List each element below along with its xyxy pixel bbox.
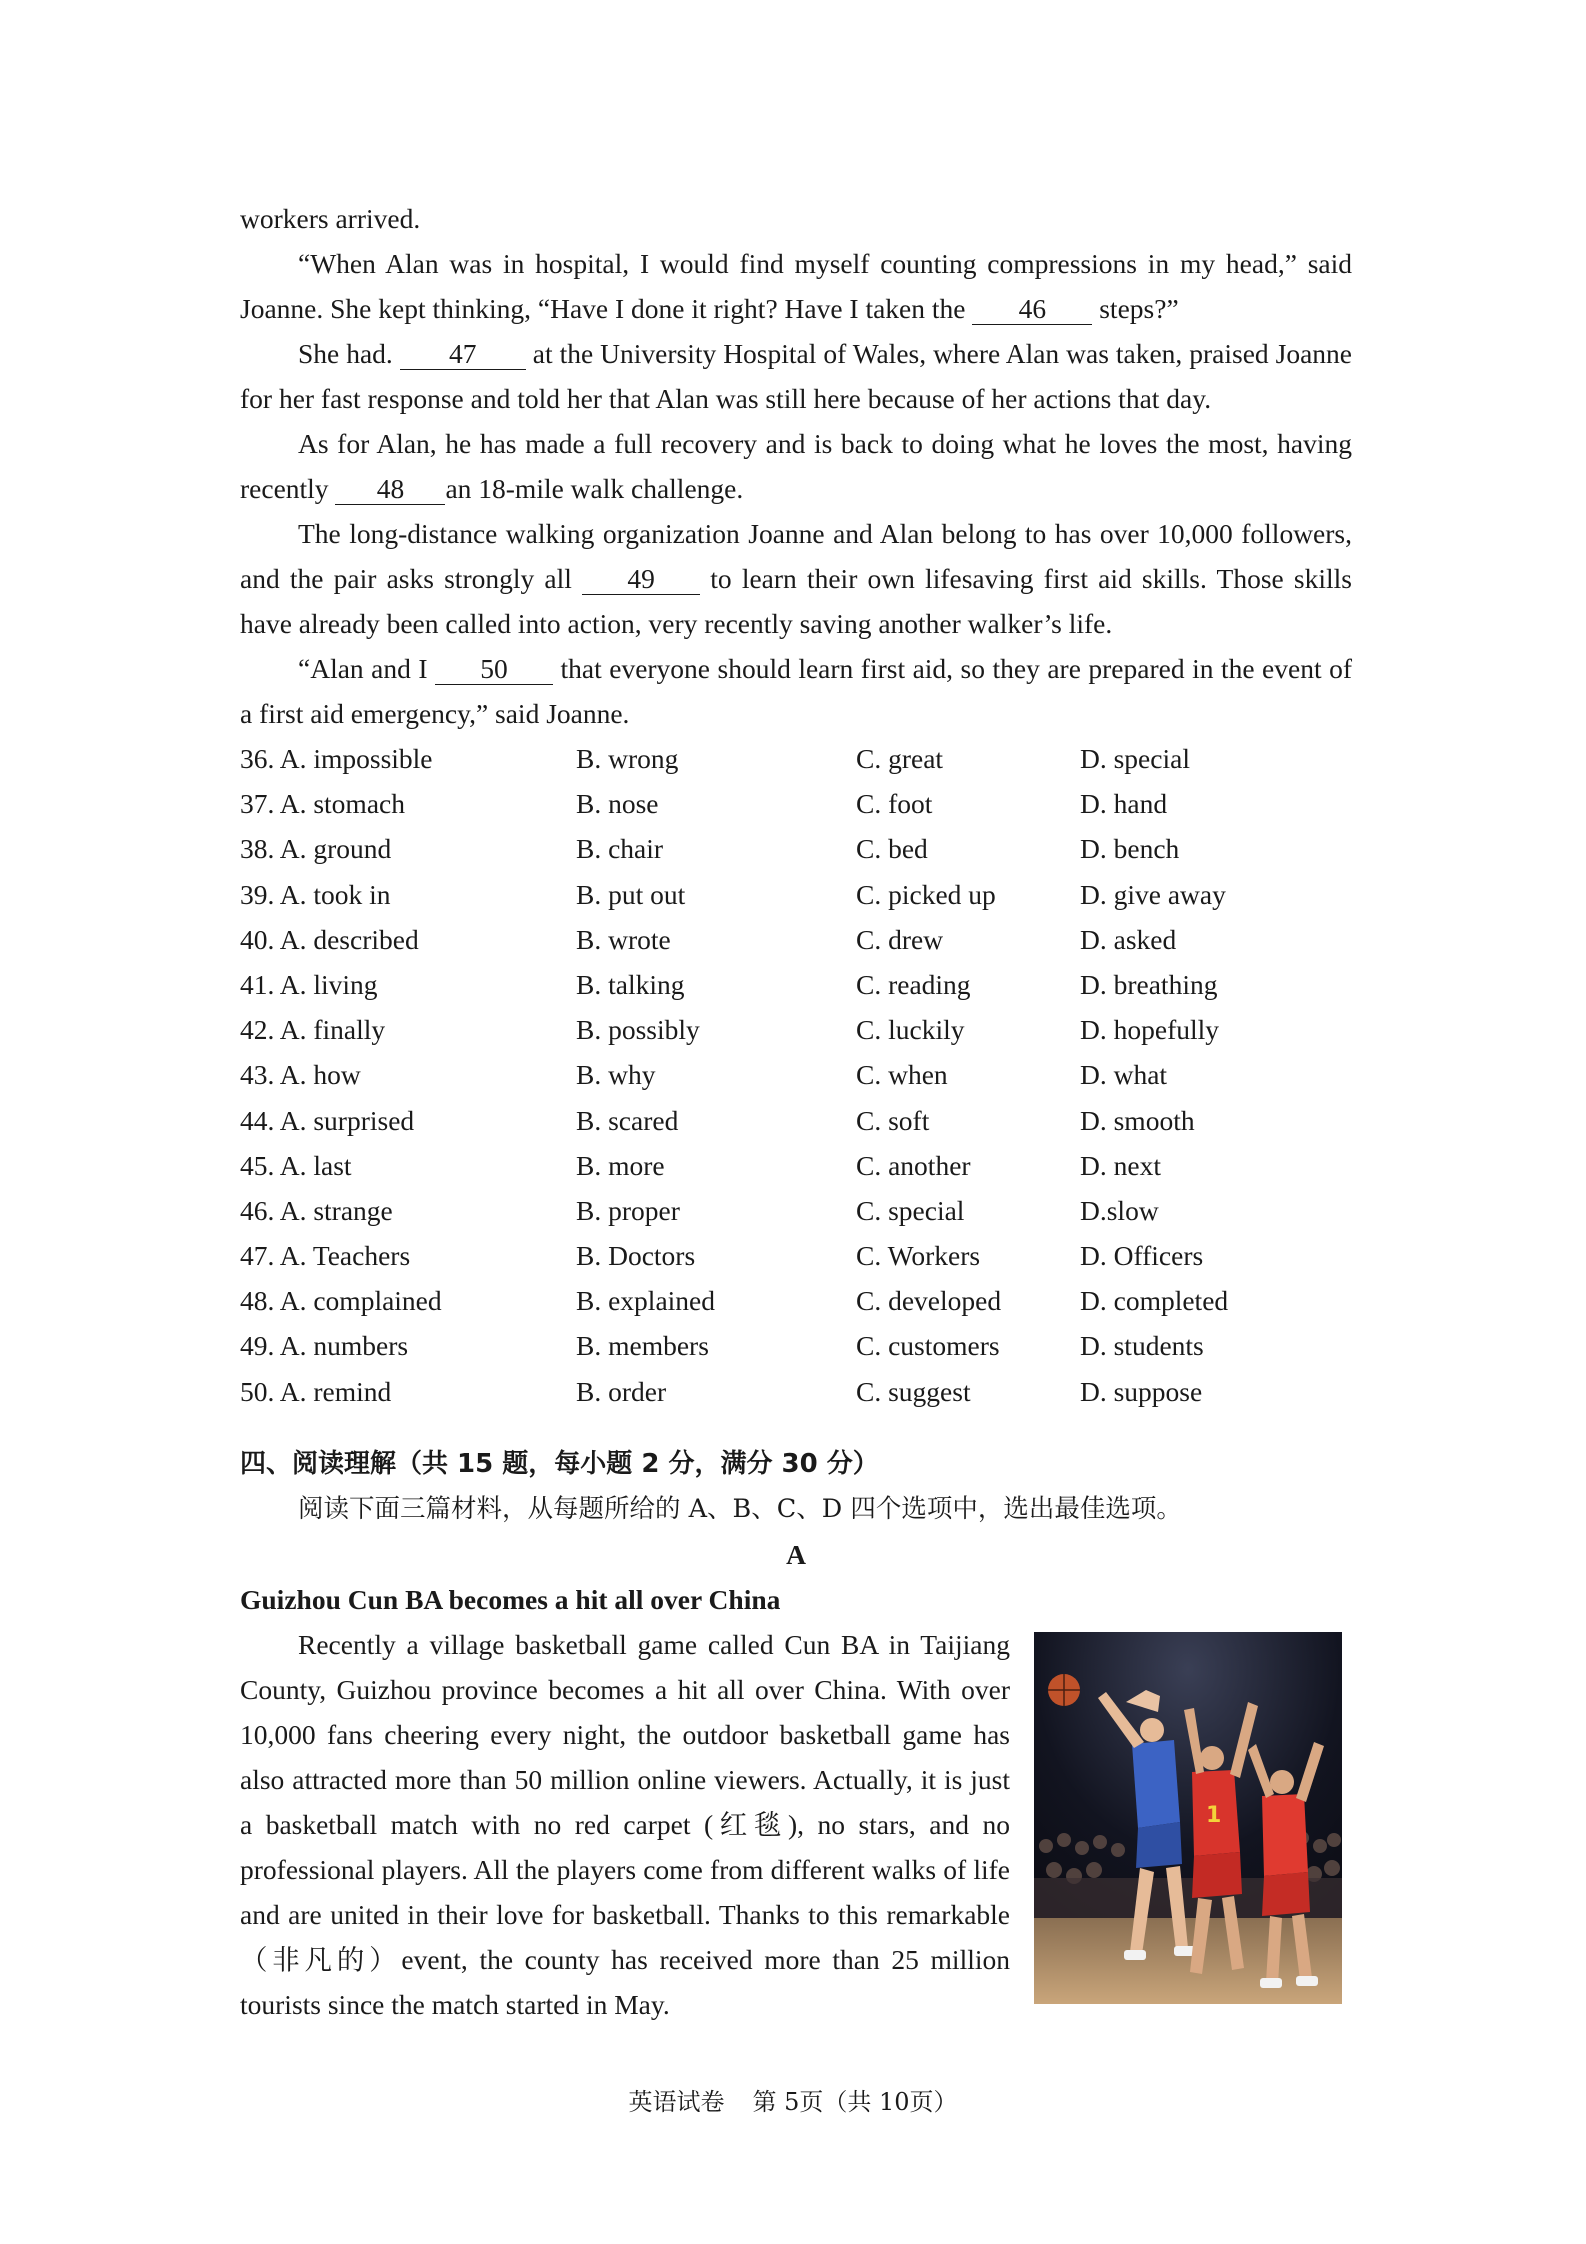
option-a: 45. A. last — [240, 1149, 352, 1181]
option-a: 50. A. remind — [240, 1375, 392, 1407]
question-row — [240, 1323, 1352, 1368]
question-row — [240, 1278, 1352, 1323]
question-row — [240, 962, 1352, 1007]
page-footer — [0, 2082, 1586, 2117]
option-b: B. scared — [576, 1104, 679, 1136]
section-instruction: 阅读下面三篇材料，从每题所给的 A、B、C、D 四个选项中，选出最佳选项。 — [298, 1493, 1182, 1524]
option-a: 36. A. impossible — [240, 743, 433, 774]
blank-48: 48 — [335, 474, 445, 505]
text: She had. — [298, 338, 400, 369]
text: “Alan and I — [298, 653, 436, 684]
option-d: D. hopefully — [1080, 1014, 1220, 1046]
passage-paragraph-0: workers arrived. — [240, 203, 421, 234]
option-a: 44. A. surprised — [240, 1104, 415, 1136]
option-b: B. nose — [576, 788, 659, 820]
passage-letter: A — [786, 1538, 806, 1570]
option-c: C. developed — [856, 1285, 1002, 1317]
blank-46: 46 — [972, 294, 1092, 325]
footer-subject: 英语试卷 — [628, 2088, 725, 2116]
option-c: C. suggest — [856, 1375, 971, 1407]
passage-title: Guizhou Cun BA becomes a hit all over China — [240, 1583, 781, 1615]
basketball-photo — [1034, 1632, 1342, 2004]
option-a: 38. A. ground — [240, 833, 392, 865]
option-b: B. proper — [576, 1194, 680, 1226]
option-a: 48. A. complained — [240, 1285, 442, 1317]
option-b: B. why — [576, 1059, 656, 1091]
option-d: D. breathing — [1080, 968, 1218, 1000]
option-c: C. special — [856, 1194, 965, 1226]
option-b: B. more — [576, 1149, 665, 1181]
passage-paragraph-5 — [240, 646, 1352, 736]
option-b: B. members — [576, 1330, 709, 1362]
option-a: 42. A. finally — [240, 1014, 386, 1046]
blank-50: 50 — [435, 654, 553, 685]
text: that everyone should learn first aid, so they are prepared in the event of a first aid emergency,” said Joanne. — [240, 653, 1352, 729]
question-row — [240, 1188, 1352, 1233]
option-c: C. drew — [856, 923, 944, 955]
blank-49: 49 — [582, 564, 700, 595]
option-c: C. bed — [856, 833, 928, 865]
question-row — [240, 1098, 1352, 1143]
option-d: D.slow — [1080, 1194, 1159, 1226]
option-c: C. when — [856, 1059, 948, 1091]
question-row — [240, 1233, 1352, 1278]
option-a: 47. A. Teachers — [240, 1240, 411, 1272]
svg-text:1: 1 — [1206, 1802, 1222, 1828]
option-d: D. suppose — [1080, 1375, 1203, 1407]
option-d: D. what — [1080, 1059, 1168, 1091]
option-d: D. Officers — [1080, 1240, 1204, 1272]
option-c: C. Workers — [856, 1240, 981, 1272]
option-d: D. students — [1080, 1330, 1204, 1362]
option-c: C. luckily — [856, 1014, 965, 1046]
question-row — [240, 736, 1352, 781]
option-c: C. reading — [856, 968, 971, 1000]
option-b: B. wrong — [576, 743, 679, 774]
footer-page-number: 第 5页（共 10页） — [752, 2088, 958, 2116]
option-d: D. asked — [1080, 923, 1177, 955]
option-d: D. hand — [1080, 788, 1168, 820]
option-c: C. great — [856, 743, 944, 774]
text: an 18-mile walk challenge. — [445, 473, 744, 504]
passage-paragraph-1 — [240, 241, 1352, 331]
question-row — [240, 1007, 1352, 1052]
option-d: D. give away — [1080, 878, 1226, 910]
question-row — [240, 781, 1352, 826]
option-d: D. smooth — [1080, 1104, 1195, 1136]
option-c: C. customers — [856, 1330, 1000, 1362]
passage-paragraph-3 — [240, 421, 1352, 511]
option-c: C. picked up — [856, 878, 996, 910]
question-row — [240, 1052, 1352, 1097]
passage-paragraph-4 — [240, 511, 1352, 646]
text: As for Alan, he has made a full recovery and is back to doing what he loves the most, having recently — [240, 428, 1352, 504]
option-a: 39. A. took in — [240, 878, 391, 910]
option-b: B. Doctors — [576, 1240, 696, 1272]
option-b: B. talking — [576, 968, 685, 1000]
text: “When Alan was in hospital, I would find myself counting compressions in my head,” said Joanne. She kept thinking, “Have I done it right? Have I taken the — [240, 248, 1352, 324]
text: at the University Hospital of Wales, where Alan was taken, praised Joanne for her fast response and told her that Alan was still here because of her actions that day. — [240, 338, 1353, 414]
question-row — [240, 1143, 1352, 1188]
option-b: B. put out — [576, 878, 686, 910]
question-row — [240, 826, 1352, 871]
option-d: D. completed — [1080, 1285, 1229, 1317]
passage-a-text: Recently a village basketball game called Cun BA in Taijiang County, Guizhou province becomes a hit all over China. With over 10,000 fans cheering every night, the outdoor basketball game has also attracted more than 50 million online viewers. Actually, it is just a basketball match with no red carpet (红毯), no stars, and no professional players. All the players come from different walks of life and are united in their love for basketball. Thanks to this remarkable（非凡的）event, the county has received more than 25 million tourists since the match started in May. — [240, 1628, 1010, 2020]
option-a: 41. A. living — [240, 968, 378, 1000]
option-d: D. special — [1080, 743, 1190, 774]
text: to learn their own lifesaving first aid skills. Those skills have already been called into action, very recently saving another walker’s life. — [240, 563, 1352, 639]
option-b: B. explained — [576, 1285, 715, 1317]
option-d: D. bench — [1080, 833, 1180, 865]
option-b: B. possibly — [576, 1014, 700, 1046]
option-a: 40. A. described — [240, 923, 419, 955]
question-row — [240, 1369, 1352, 1414]
option-b: B. wrote — [576, 923, 671, 955]
option-a: 37. A. stomach — [240, 788, 405, 820]
option-c: C. foot — [856, 788, 933, 820]
question-row — [240, 917, 1352, 962]
option-d: D. next — [1080, 1149, 1161, 1181]
passage-a-body — [240, 1622, 1352, 2027]
option-c: C. soft — [856, 1104, 930, 1136]
option-b: B. chair — [576, 833, 664, 865]
blank-47: 47 — [400, 339, 526, 370]
passage-paragraph-2 — [240, 331, 1352, 421]
options-list — [240, 736, 1352, 1414]
text: steps?” — [1092, 293, 1179, 324]
question-row — [240, 872, 1352, 917]
section-heading: 四、阅读理解（共 15 题，每小题 2 分，满分 30 分） — [240, 1448, 879, 1479]
option-a: 43. A. how — [240, 1059, 361, 1091]
option-c: C. another — [856, 1149, 971, 1181]
option-b: B. order — [576, 1375, 667, 1407]
option-a: 49. A. numbers — [240, 1330, 409, 1362]
page-content — [240, 196, 1352, 2027]
text: The long-distance walking organization Joanne and Alan belong to has over 10,000 followers, and the pair asks strongly all — [240, 518, 1352, 594]
option-a: 46. A. strange — [240, 1194, 393, 1226]
